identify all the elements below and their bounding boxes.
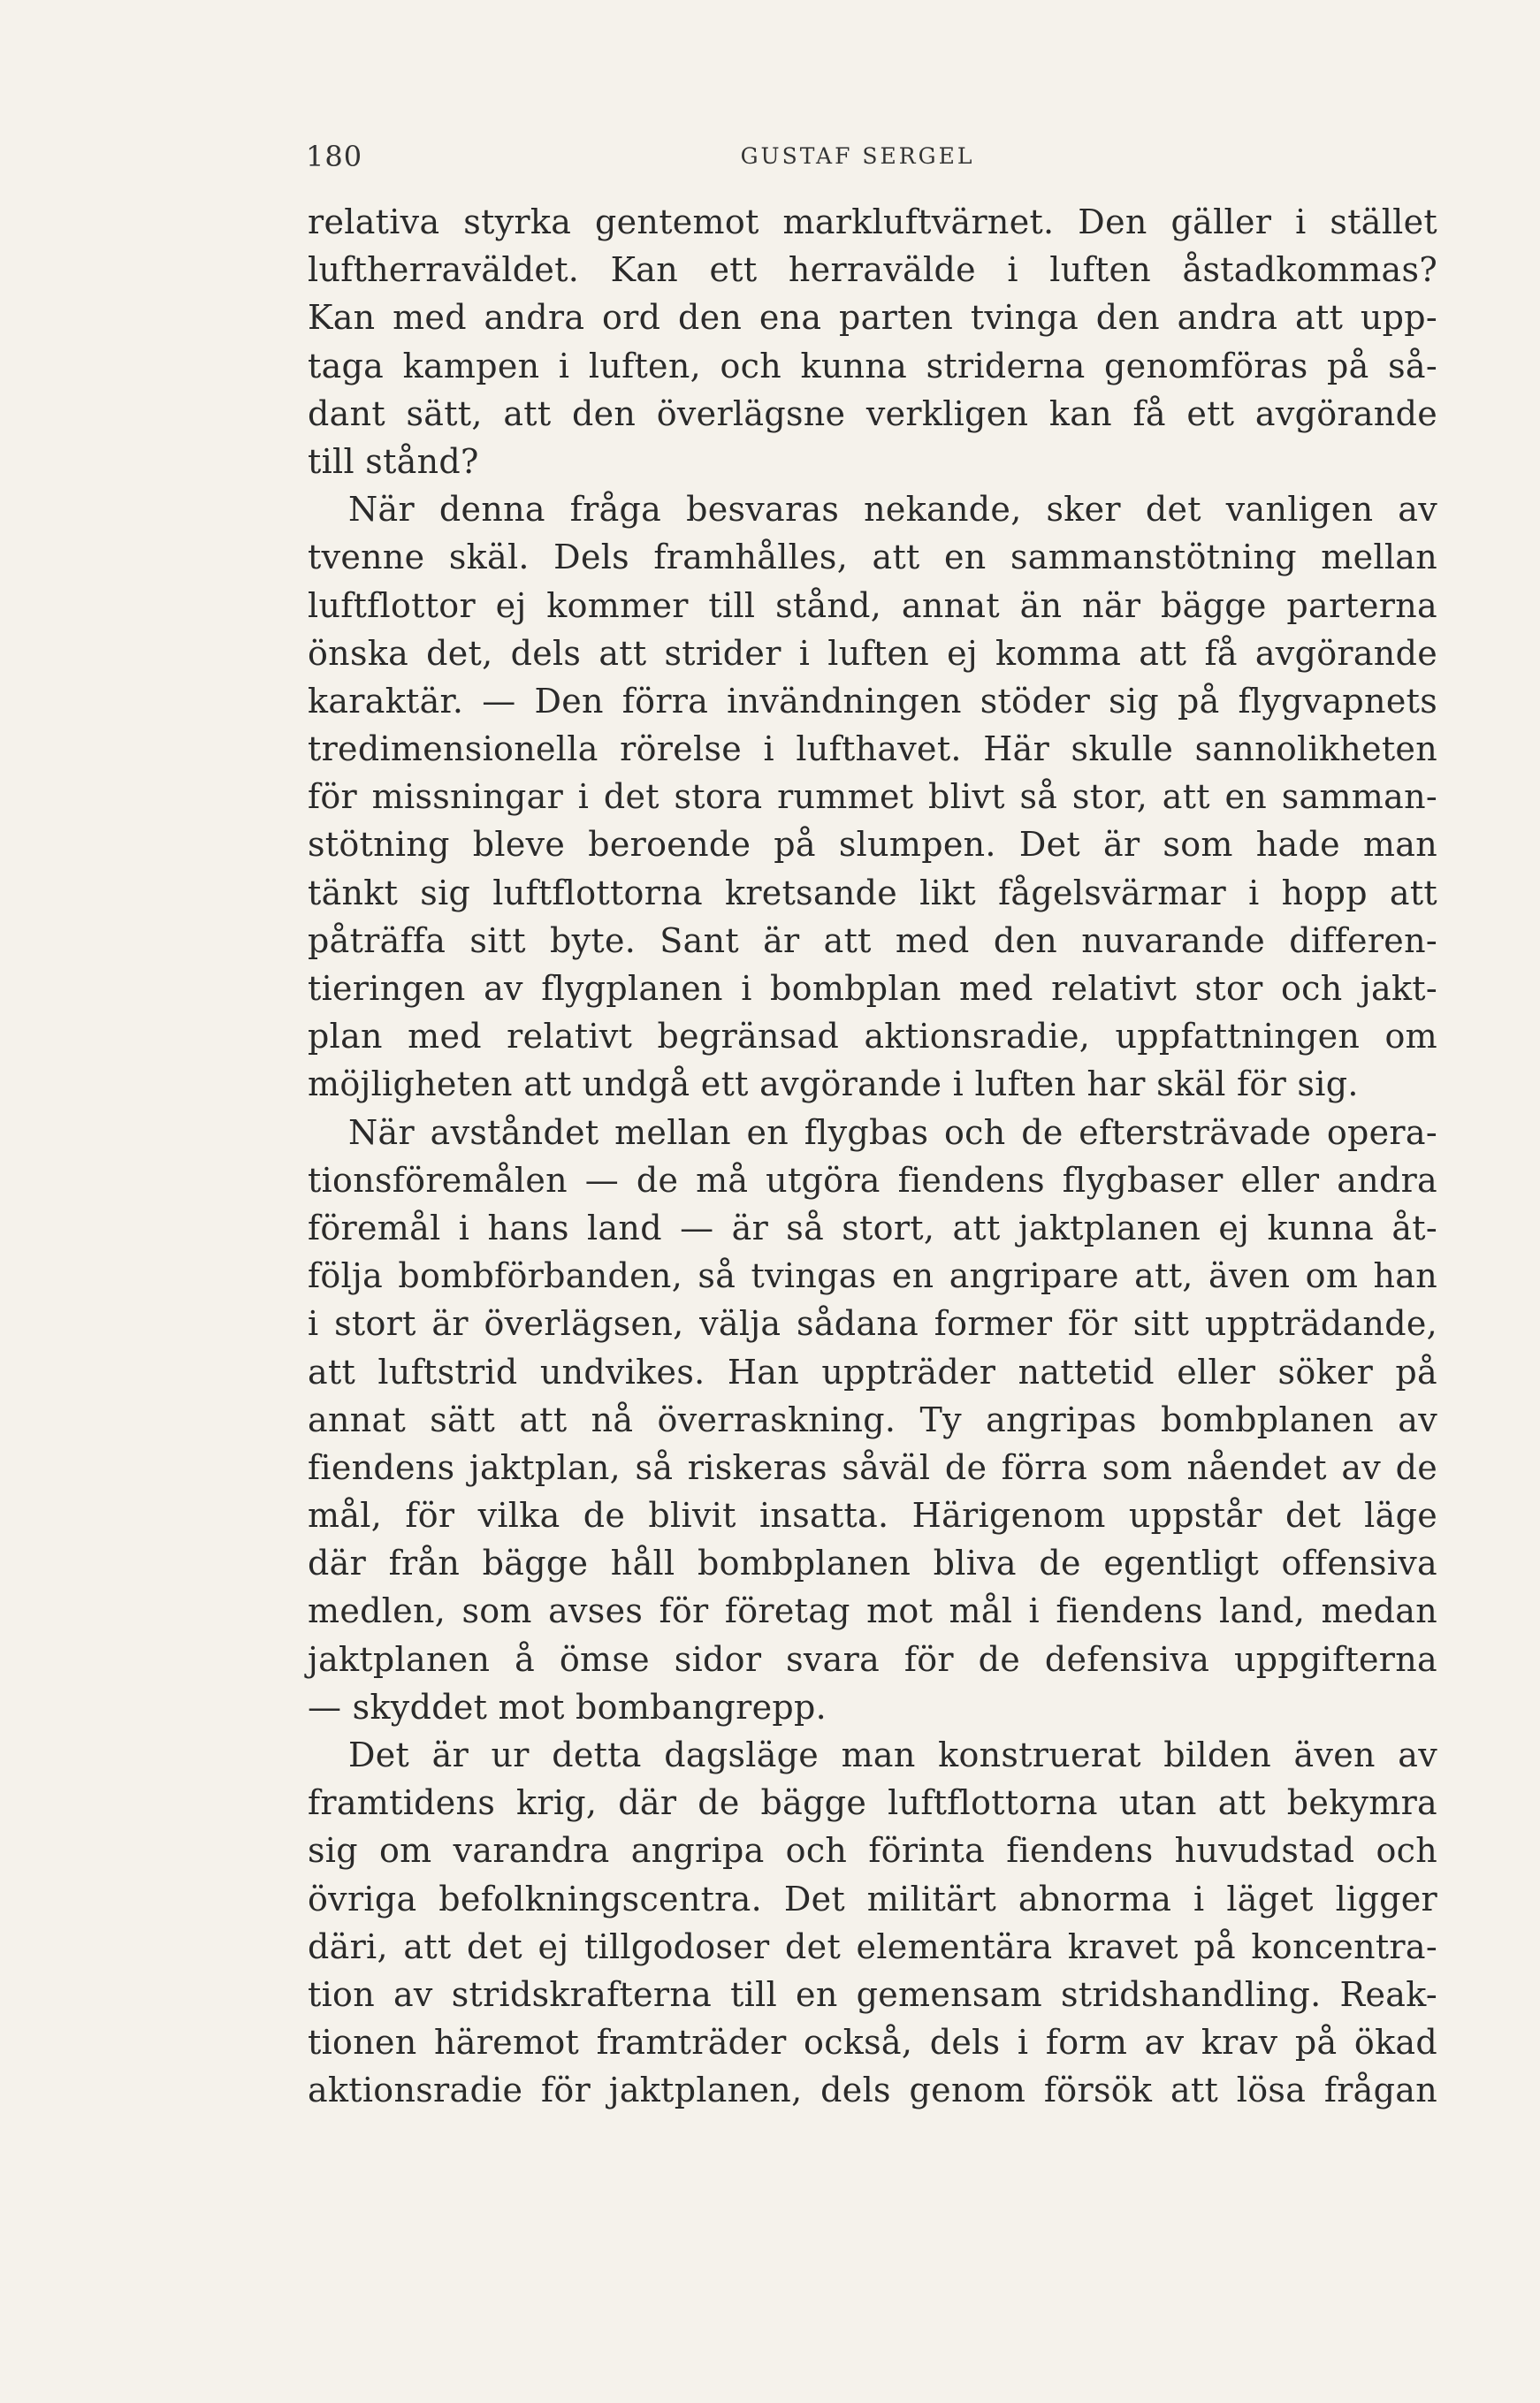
text-line: tionen häremot framträder också, dels i form av krav på ökad: [308, 2023, 1437, 2063]
text-line: taga kampen i luften, och kunna striderna genomföras på så-: [308, 346, 1437, 385]
text-line: Kan med andra ord den ena parten tvinga den andra att upp-: [308, 298, 1437, 338]
text-line: där från bägge håll bombplanen bliva de egentligt offensiva: [308, 1544, 1437, 1583]
text-line: tieringen av flygplanen i bombplan med relativt stor och jakt-: [308, 969, 1437, 1008]
text-line: önska det, dels att strider i luften ej komma att få avgörande: [308, 633, 1437, 673]
text-line: tredimensionella rörelse i lufthavet. Här skulle sannolikheten: [308, 729, 1437, 769]
text-line: aktionsradie för jaktplanen, dels genom försök att lösa frågan: [308, 2071, 1437, 2110]
text-line: sig om varandra angripa och förinta fiendens huvudstad och: [308, 1831, 1437, 1871]
text-line: till stånd?: [308, 441, 479, 481]
text-line: för missningar i det stora rummet blivt så stor, att en samman-: [308, 777, 1437, 817]
running-head: GUSTAF SERGEL: [740, 143, 975, 169]
text-line: mål, för vilka de blivit insatta. Härigenom uppstår det läge: [308, 1496, 1437, 1536]
text-line: medlen, som avses för företag mot mål i fiendens land, medan: [308, 1591, 1437, 1631]
text-line: däri, att det ej tillgodoser det elementära kravet på koncentra-: [308, 1926, 1437, 1966]
text-line: — skyddet mot bombangrepp.: [308, 1687, 827, 1727]
text-line: jaktplanen å ömse sidor svara för de defensiva uppgifterna: [308, 1639, 1437, 1679]
text-line: annat sätt att nå överraskning. Ty angripas bombplanen av: [308, 1400, 1437, 1439]
text-line: tion av stridskrafterna till en gemensam stridshandling. Reak-: [308, 1974, 1437, 2014]
text-line: Det är ur detta dagsläge man konstruerat bilden även av: [348, 1736, 1437, 1774]
text-line: följa bombförbanden, så tvingas en angripare att, även om han: [308, 1256, 1437, 1296]
text-line: karaktär. — Den förra invändningen stöder sig på flygvapnets: [308, 681, 1437, 721]
text-line: dant sätt, att den överlägsne verkligen kan få ett avgörande: [308, 393, 1437, 433]
text-line: När denna fråga besvaras nekande, sker det vanligen av: [348, 490, 1437, 530]
text-line: plan med relativt begränsad aktionsradie, uppfattningen om: [308, 1017, 1437, 1057]
text-line: fiendens jaktplan, så riskeras såväl de förra som nåendet av de: [308, 1447, 1437, 1487]
text-line: i stort är överlägsen, välja sådana former för sitt uppträdande,: [308, 1304, 1437, 1344]
text-line: föremål i hans land — är så stort, att jaktplanen ej kunna åt-: [308, 1208, 1437, 1247]
body-text: [308, 198, 1437, 2115]
text-line: luftflottor ej kommer till stånd, annat än när bägge parterna: [308, 585, 1437, 625]
text-line: att luftstrid undvikes. Han uppträder nattetid eller söker på: [308, 1352, 1437, 1392]
text-line: tionsföremålen — de må utgöra fiendens flygbaser eller andra: [308, 1160, 1437, 1200]
text-line: påträffa sitt byte. Sant är att med den nuvarande differen-: [308, 920, 1437, 960]
text-line: tänkt sig luftflottorna kretsande likt fågelsvärmar i hopp att: [308, 873, 1437, 912]
text-line: framtidens krig, där de bägge luftflottorna utan att bekymra: [308, 1783, 1437, 1823]
text-line: övriga befolkningscentra. Det militärt abnorma i läget ligger: [308, 1879, 1437, 1919]
text-line: relativa styrka gentemot markluftvärnet. Den gäller i stället: [308, 202, 1437, 241]
text-line: luftherraväldet. Kan ett herravälde i luften åstadkommas?: [308, 250, 1437, 290]
text-line: När avståndet mellan en flygbas och de eftersträvade opera-: [348, 1112, 1437, 1152]
page-number: 180: [306, 140, 363, 173]
text-line: stötning bleve beroende på slumpen. Det är som hade man: [308, 825, 1437, 865]
text-line: möjligheten att undgå ett avgörande i luften har skäl för sig.: [308, 1064, 1359, 1104]
text-line: tvenne skäl. Dels framhålles, att en sammanstötning mellan: [308, 538, 1437, 577]
